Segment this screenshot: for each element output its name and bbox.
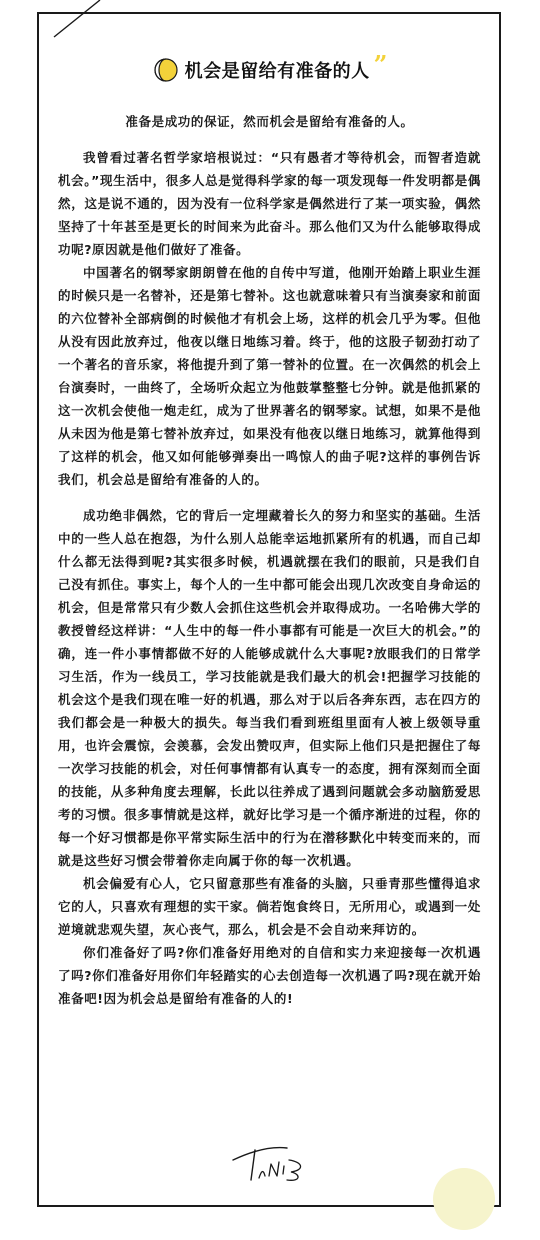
decorative-diagonal-line bbox=[0, 0, 120, 50]
title-row bbox=[0, 49, 540, 85]
lead-sentence: 准备是成功的保证，然而机会是留给有准备的人。 bbox=[125, 114, 414, 129]
paragraph-2: 中国著名的钢琴家朗朗曾在他的自传中写道，他刚开始踏上职业生涯的时候只是一名替补，还是第七替补。这也就意味着只有当演奏家和前面的六位替补全部病倒的时候他才有机会上场，这样的机会几乎为零。但他从没有因此放弃过，他夜以继日地练习着。终于，他的这股子韧劲打动了一个著名的音乐家，将他提升到了第一替补的位置。在一次偶然的机会上台演奏时，一曲终了，全场听众起立为他鼓掌整整七分钟。就是他抓紧的这一次机会使他一炮走红，成为了世界著名的钢琴家。试想，如果不是他从未因为他是第七替补放弃过，如果没有他夜以继日地练习，就算他得到了这样的机会，他又如何能够弹奏出一鸣惊人的曲子呢?这样的事例告诉我们，机会总是留给有准备的人的。 bbox=[58, 265, 481, 487]
paragraph-3: 成功绝非偶然，它的背后一定埋藏着长久的努力和坚实的基础。生活中的一些人总在抱怨，为什么别人总能幸运地抓紧所有的机遇，而自己却什么都无法得到呢?其实很多时候，机遇就摆在我们的眼前，只是我们自己没有抓住。事实上，每个人的一生中都可能会出现几次改变自身命运的机会，但是常常只有少数人会抓住这些机会并取得成功。一名哈佛大学的教授曾经这样讲：“人生中的每一件小事都有可能是一次巨大的机会。”的确，连一件小事情都做不好的人能够成就什么大事呢?放眼我们的日常学习生活，作为一线员工，学习技能就是我们最大的机会!把握学习技能的机会这个是我们现在唯一好的机遇，那么对于以后各奔东西，志在四方的我们都会是一种极大的损失。每当我们看到班组里面有人被上级领导重用，也许会震惊，会羡慕，会发出赞叹声，但实际上他们只是把握住了每一次学习技能的机会，对任何事情都有认真专一的态度，拥有深刻而全面的技能，从多种角度去理解，长此以往养成了遇到问题就会多动脑筋爱思考的习惯。很多事情就是这样，就好比学习是一个循序渐进的过程，你的每一个好习惯都是你平常实际生活中的行为在潜移默化中转变而来的，而就是这些好习惯会带着你走向属于你的每一次机遇。 bbox=[58, 508, 481, 868]
paragraph-1: 我曾看过著名哲学家培根说过：“只有愚者才等待机会，而智者造就机会。”现生活中，很多人总是觉得科学家的每一项发现每一件发明都是偶然，这是说不通的，因为没有一位科学家是偶然进行了某一项实验，偶然坚持了十年甚至是更长的时间来为此奋斗。那么他们又为什么能够取得成功呢?原因就是他们做好了准备。 bbox=[58, 150, 481, 257]
paragraph-4: 机会偏爱有心人，它只留意那些有准备的头脑，只垂青那些懂得追求它的人，只喜欢有理想的实干家。倘若饱食终日，无所用心，或遇到一处逆境就悲观失望，灰心丧气，那么，机会是不会自动来拜访的。 bbox=[58, 876, 481, 937]
handwritten-signature bbox=[225, 1138, 315, 1188]
decorative-yellow-circle bbox=[433, 1168, 495, 1230]
article-body bbox=[58, 110, 481, 1010]
paragraph-5: 你们准备好了吗?你们准备好用绝对的自信和实力来迎接每一次机遇了吗?你们准备好用你们年轻踏实的心去创造每一次机遇了吗?现在就开始准备吧!因为机会总是留给有准备的人的! bbox=[58, 945, 481, 1006]
closing-quote-mark: ” bbox=[373, 49, 388, 79]
page-title: 机会是留给有准备的人 bbox=[184, 61, 370, 82]
moon-circle-icon bbox=[153, 57, 179, 83]
